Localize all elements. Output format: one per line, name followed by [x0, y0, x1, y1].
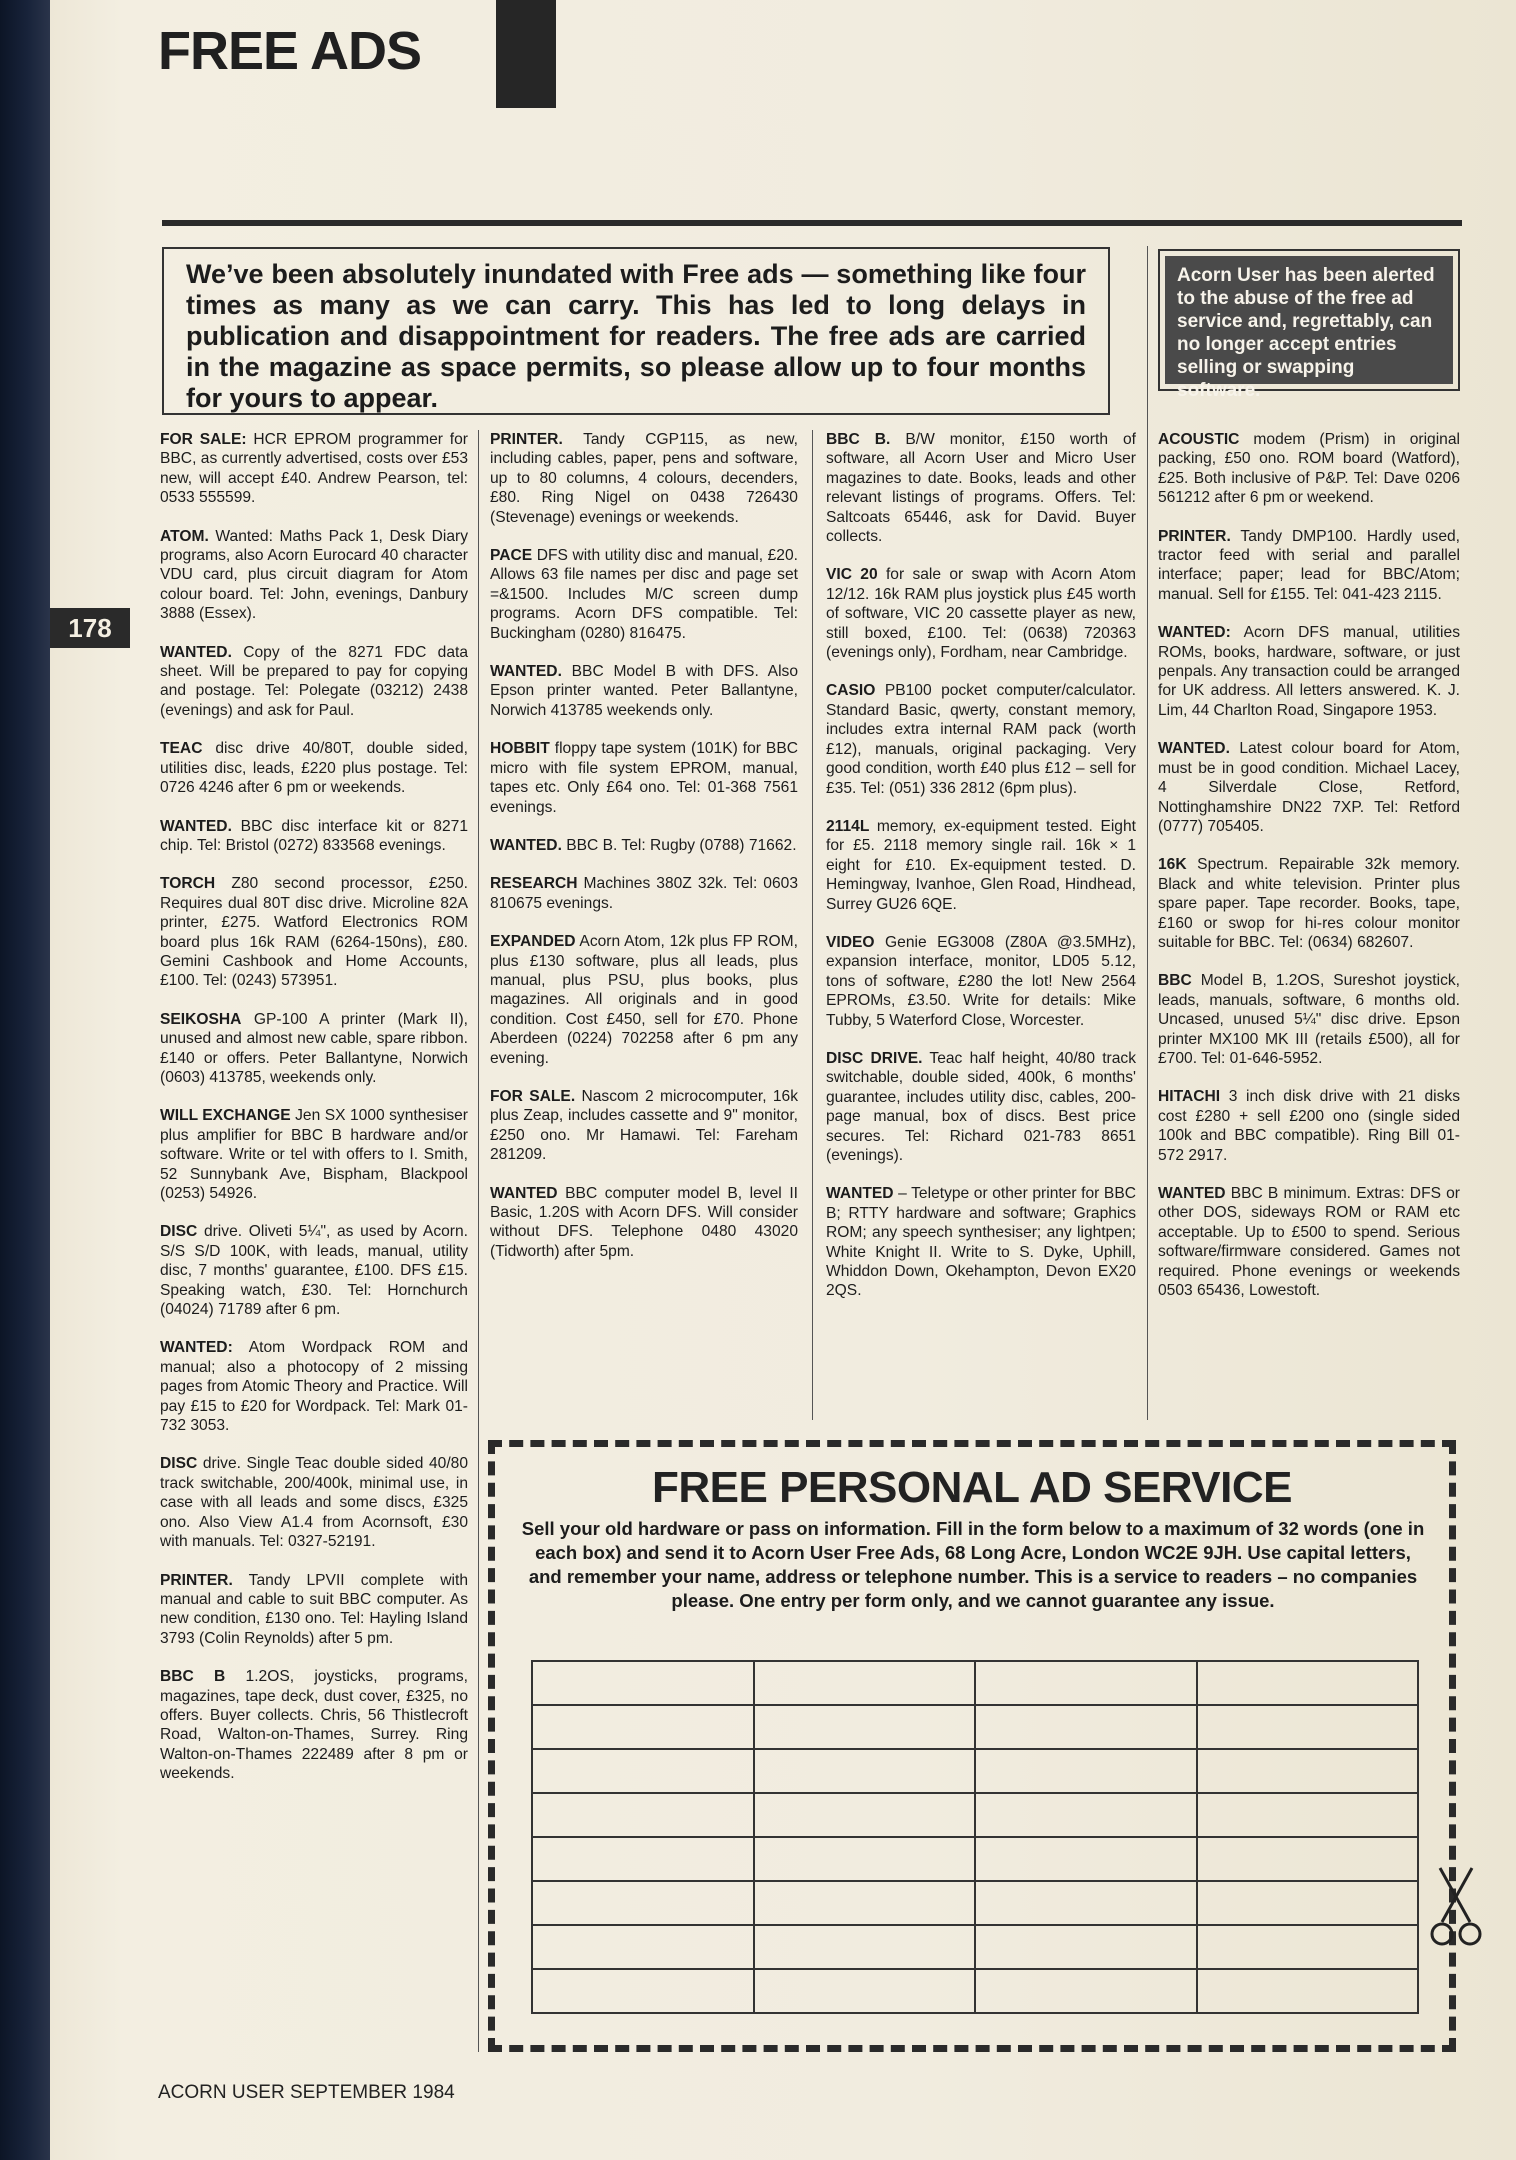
word-box[interactable]	[975, 1837, 1197, 1881]
ad-heading: BBC B.	[826, 431, 891, 448]
word-box[interactable]	[975, 1925, 1197, 1969]
ad-body: GP-100 A printer (Mark II), unused and almost new cable, spare ribbon. £140 or offers. Peter Ballantyne, Norwich (0603) 413785, weekends only.	[160, 1010, 468, 1086]
ad-heading: WANTED	[490, 1184, 558, 1202]
word-box[interactable]	[754, 1705, 976, 1749]
ad-body: Teac half height, 40/80 track switchable, double sided, 400k, 6 months' guarantee, includes utility disc, cables, 200-page manual, box of discs. Best price secures. Tel: Richard 021-783 8651 (evenings).	[826, 1049, 1137, 1164]
grid-row	[532, 1837, 1418, 1881]
word-box[interactable]	[1197, 1793, 1419, 1837]
header-bar	[496, 0, 556, 108]
word-box[interactable]	[532, 1881, 754, 1925]
grid-row	[532, 1925, 1418, 1969]
classified-ad	[1158, 1087, 1460, 1165]
ad-body: modem (Prism) in original packing, £50 ono. ROM board (Watford), £25. Both inclusive of P&P. Tel: Dave 0206 561212 after 6 pm or weekend.	[1158, 431, 1460, 507]
column-divider	[478, 430, 479, 2052]
ad-heading: PRINTER.	[160, 1571, 233, 1589]
ad-body: drive. Single Teac double sided 40/80 track switchable, 200/400k, minimal use, in case with all leads and some discs, £325 ono. Also View A1.4 from Acornsoft, £30 with manuals. Tel: 0327-52191.	[160, 1455, 468, 1551]
classified-ad	[160, 1454, 468, 1551]
ad-heading: HOBBIT	[490, 740, 550, 758]
free-ad-coupon	[488, 1440, 1456, 2052]
ads-column-2	[490, 430, 798, 1280]
ad-heading: VIDEO	[826, 933, 875, 951]
notice-box: We’ve been absolutely inundated with Free ads — something like four times as many as we can carry. This has led to long delays in publication and disappointment for readers. The free ads are carried in the magazine as space permits, so please allow up to four months for yours to appear.	[162, 247, 1110, 415]
page-footer: ACORN USER SEPTEMBER 1984	[158, 2082, 455, 2103]
word-box[interactable]	[1197, 1661, 1419, 1705]
word-box[interactable]	[532, 1705, 754, 1749]
ad-heading: DISC	[160, 1223, 198, 1241]
ad-body: HCR EPROM programmer for BBC, as currently advertised, costs over £53 new, will accept £40. Andrew Pearson, tel: 0533 555599.	[160, 431, 468, 507]
word-entry-grid	[531, 1660, 1419, 2014]
classified-ad	[160, 430, 468, 508]
ad-heading: BBC B	[160, 1668, 226, 1686]
ad-body: Machines 380Z 32k. Tel: 0603 810675 evenings.	[490, 875, 798, 912]
word-box[interactable]	[1197, 1969, 1419, 2013]
classified-ad	[826, 430, 1136, 546]
classified-ad	[160, 739, 468, 797]
ad-heading: FOR SALE.	[490, 1087, 576, 1105]
page-spine	[0, 0, 50, 2160]
ad-heading: SEIKOSHA	[160, 1010, 242, 1028]
ad-heading: DISC DRIVE.	[826, 1049, 923, 1067]
word-box[interactable]	[975, 1881, 1197, 1925]
classified-ad	[1158, 527, 1460, 605]
ad-body: BBC Model B with DFS. Also Epson printer wanted. Peter Ballantyne, Norwich 413785 weekends only.	[490, 663, 798, 719]
word-box[interactable]	[754, 1793, 976, 1837]
word-box[interactable]	[975, 1969, 1197, 2013]
scissors-icon	[1426, 1860, 1486, 1960]
classified-ad	[490, 874, 798, 913]
ad-body: floppy tape system (101K) for BBC micro with file system EPROM, manual, tapes etc. Only £64 ono. Tel: 01-368 7561 evenings.	[490, 740, 798, 816]
classified-ad	[160, 643, 468, 721]
ad-body: Jen SX 1000 synthesiser plus amplifier for BBC B hardware and/or software. Write or tel with offers to I. Smith, 52 Sunnybank Ave, Bispham, Blackpool (0253) 54926.	[160, 1107, 468, 1202]
classified-ad	[826, 681, 1136, 797]
classified-ad	[1158, 971, 1460, 1068]
word-box[interactable]	[754, 1881, 976, 1925]
ad-body: Acorn Atom, 12k plus FP ROM, plus £130 software, plus all leads, plus manual, plus PSU, plus books, plus magazines. All originals and in good condition. Cost £450, sell for £70. Phone Aberdeen (0224) 702258 after 6 pm any evening.	[490, 933, 798, 1067]
ad-heading: 2114L	[826, 817, 870, 835]
ad-heading: PACE	[490, 547, 533, 565]
ad-body: BBC B. Tel: Rugby (0788) 71662.	[561, 836, 797, 854]
classified-ad	[826, 1049, 1136, 1165]
classified-ad	[490, 430, 798, 527]
ad-heading: WANTED:	[160, 1339, 233, 1357]
classified-ad	[1158, 1184, 1460, 1300]
ad-body: for sale or swap with Acorn Atom 12/12. 16k RAM plus joystick plus £45 worth of software, VIC 20 cassette player as new, still boxed, £100. Tel: (0638) 720363 (evenings only), Fordham, near Cambridge.	[826, 566, 1136, 662]
ad-heading: TORCH	[160, 875, 216, 893]
ads-column-4	[1158, 430, 1460, 1319]
classified-ad	[826, 565, 1136, 662]
ad-body: Copy of the 8271 FDC data sheet. Will be prepared to pay for copying and postage. Tel: Polegate (03212) 2438 (evenings) and ask for Paul.	[160, 643, 468, 719]
classified-ad	[826, 817, 1136, 914]
ad-heading: BBC	[1158, 972, 1192, 990]
ad-body: Spectrum. Repairable 32k memory. Black and white television. Printer plus spare paper. Tape recorder. Books, tape, £160 or swop for hi-res colour monitor suitable for BBC. Tel: (0634) 682607.	[1158, 856, 1460, 951]
classified-ad	[826, 1184, 1136, 1300]
word-box[interactable]	[754, 1925, 976, 1969]
grid-row	[532, 1705, 1418, 1749]
word-box[interactable]	[1197, 1749, 1419, 1793]
page-title: FREE ADS	[158, 21, 422, 81]
ad-body: BBC B minimum. Extras: DFS or other DOS, sideways ROM or RAM etc acceptable. Up to £500 to spend. Serious software/firmware considered. Games not required. Phone evenings or weekends 0503 65436, Lowestoft.	[1158, 1185, 1460, 1300]
word-box[interactable]	[754, 1837, 976, 1881]
classified-ad	[490, 1184, 798, 1262]
classified-ad	[160, 1106, 468, 1203]
word-box[interactable]	[1197, 1705, 1419, 1749]
word-box[interactable]	[975, 1661, 1197, 1705]
coupon-title: FREE PERSONAL AD SERVICE	[652, 1463, 1292, 1512]
ad-body: PB100 pocket computer/calculator. Standard Basic, qwerty, constant memory, includes extra internal RAM pack (worth £12), manuals, original packaging. Very good condition, worth £40 plus £12 – sell for £35. Tel: (051) 336 2812 (6pm plus).	[826, 682, 1136, 797]
classified-ad	[160, 527, 468, 624]
classified-ad	[1158, 855, 1460, 952]
ad-heading: CASIO	[826, 682, 876, 700]
word-box[interactable]	[1197, 1881, 1419, 1925]
ad-body: Tandy DMP100. Hardly used, tractor feed with serial and parallel interface; paper; lead for BBC/Atom; manual. Sell for £155. Tel: 041-423 2115.	[1158, 527, 1460, 603]
classified-ad	[160, 874, 468, 990]
alert-text: Acorn User has been alerted to the abuse of the free ad service and, regrettably, can no longer accept entries selling or swapping software.	[1165, 256, 1453, 384]
ad-body: Genie EG3008 (Z80A @3.5MHz), expansion interface, monitor, LD05 5.12, tons of software, £280 the lot! New 2564 EPROMs, £3.50. Write for details: Mike Tubby, 5 Waterford Close, Worcester.	[826, 933, 1136, 1029]
coupon-instructions: Sell your old hardware or pass on information. Fill in the form below to a maximum of 32 words (one in each box) and send it to Acorn User Free Ads, 68 Long Acre, London WC2E 9JH. Use capital letters, and remember your name, address or telephone number. This is a service to readers – no companies please. One entry per form only, and we cannot guarantee any issue.	[521, 1518, 1425, 1611]
word-box[interactable]	[532, 1837, 754, 1881]
ad-body: Tandy LPVII complete with manual and cable to suit BBC computer. As new condition, £130 ono. Tel: Hayling Island 3793 (Colin Reynolds) after 5 pm.	[160, 1571, 468, 1647]
ad-heading: PRINTER.	[1158, 527, 1231, 545]
ad-heading: WANTED	[1158, 1185, 1226, 1202]
ad-heading: HITACHI	[1158, 1088, 1221, 1106]
ad-heading: EXPANDED	[490, 933, 576, 951]
classified-ad	[160, 1667, 468, 1783]
ad-body: Z80 second processor, £250. Requires dual 80T disc drive. Microline 82A printer, £275. Watford Electronics ROM board plus 16k RAM (6264-150ns), £80. Gemini Cashbook and Home Accounts, £100. Tel: (0243) 573951.	[160, 875, 468, 990]
ad-heading: WANTED	[826, 1185, 894, 1203]
word-box[interactable]	[975, 1705, 1197, 1749]
ad-heading: WANTED.	[490, 836, 562, 854]
grid-row	[532, 1749, 1418, 1793]
classified-ad	[1158, 430, 1460, 508]
ad-heading: RESEARCH	[490, 875, 578, 893]
classified-ad	[160, 1222, 468, 1319]
word-box[interactable]	[1197, 1925, 1419, 1969]
word-box[interactable]	[532, 1969, 754, 2013]
ad-body: Wanted: Maths Pack 1, Desk Diary programs, also Acorn Eurocard 40 character VDU card, plus circuit diagram for Atom colour board. Tel: John, evenings, Danbury 3888 (Essex).	[160, 527, 468, 623]
ads-column-3	[826, 430, 1136, 1320]
classified-ad	[826, 933, 1136, 1030]
ad-body: DFS with utility disc and manual, £20. Allows 63 file names per disc and page set =&1500. Includes M/C screen dump programs. Acorn DFS compatible. Tel: Buckingham (0280) 816475.	[490, 547, 798, 642]
word-box[interactable]	[532, 1749, 754, 1793]
ad-body: 3 inch disk drive with 21 disks cost £280 + sell £200 ono (single sided 100k and BBC compatible). Ring Bill 01-572 2917.	[1158, 1088, 1460, 1164]
classified-ad	[160, 817, 468, 856]
word-box[interactable]	[1197, 1837, 1419, 1881]
classified-ad	[1158, 623, 1460, 720]
classified-ad	[490, 546, 798, 643]
ad-heading: WANTED.	[160, 643, 232, 661]
column-divider	[812, 430, 813, 1420]
ad-heading: PRINTER.	[490, 431, 563, 448]
classified-ad	[1158, 739, 1460, 836]
word-box[interactable]	[754, 1661, 976, 1705]
alert-box	[1158, 249, 1460, 401]
ad-body: Acorn DFS manual, utilities ROMs, books, hardware, software, or just penpals. Any transaction could be arranged for UK address. All letters answered. K. J. Lim, 44 Charlton Road, Singapore 1953.	[1158, 624, 1460, 719]
ad-body: drive. Oliveti 5¼", as used by Acorn. S/S S/D 100K, with leads, manual, utility disc, 7 months' guarantee, £100. DFS £15. Speaking watch, £30. Tel: Hornchurch (04024) 71789 after 6 pm.	[160, 1223, 468, 1319]
classified-ad	[490, 662, 798, 720]
ad-body: BBC computer model B, level II Basic, 1.20S with Acorn DFS. Will consider without DFS. Telephone 0480 43020 (Tidworth) after 5pm.	[490, 1184, 798, 1260]
classified-ad	[490, 836, 798, 855]
ad-body: 1.2OS, joysticks, programs, magazines, tape deck, dust cover, £325, no offers. Buyer collects. Chris, 56 Thistlecroft Road, Walton-on-Thames, Surrey. Ring Walton-on-Thames 222489 after 8 pm or weekends.	[160, 1668, 468, 1783]
classified-ad	[490, 1087, 798, 1165]
ad-body: disc drive 40/80T, double sided, utilities disc, leads, £220 plus postage. Tel: 0726 4246 after 6 pm or weekends.	[160, 740, 468, 797]
ad-heading: TEAC	[160, 740, 203, 758]
classified-ad	[160, 1010, 468, 1088]
classified-ad	[490, 739, 798, 817]
ad-heading: DISC	[160, 1455, 198, 1473]
grid-row	[532, 1793, 1418, 1837]
ad-heading: 16K	[1158, 856, 1187, 874]
page-number: 178	[50, 608, 130, 648]
ad-body: Atom Wordpack ROM and manual; also a photocopy of 2 missing pages from Atomic Theory and Practice. Will pay £15 to £20 for Wordpack. Tel: Mark 01-732 3053.	[160, 1339, 468, 1435]
ad-heading: WILL EXCHANGE	[160, 1107, 291, 1125]
header-rule	[162, 220, 1462, 226]
ad-heading: VIC 20	[826, 566, 878, 584]
word-box[interactable]	[975, 1749, 1197, 1793]
ad-body: BBC disc interface kit or 8271 chip. Tel: Bristol (0272) 833568 evenings.	[160, 817, 468, 854]
ad-body: B/W monitor, £150 worth of software, all Acorn User and Micro User magazines to date. Books, leads and other relevant listings of programs. Offers. Tel: Saltcoats 65446, ask for David. Buyer collects.	[826, 431, 1136, 546]
grid-row	[532, 1661, 1418, 1705]
ad-body: Nascom 2 microcomputer, 16k plus Zeap, includes cassette and 9" monitor, £250 ono. Mr Hamawi. Tel: Fareham 281209.	[490, 1087, 798, 1164]
ad-heading: ATOM.	[160, 527, 209, 545]
ad-heading: WANTED.	[1158, 740, 1230, 758]
ad-body: – Teletype or other printer for BBC B; RTTY hardware and software; Graphics ROM; any speech synthesiser; any lightpen; White Knight II. Write to S. Dyke, Uphill, Whiddon Down, Okehampton, Devon EX20 2QS.	[826, 1185, 1136, 1300]
ad-heading: WANTED:	[1158, 624, 1231, 642]
ad-body: memory, ex-equipment tested. Eight for £5. 2118 memory single rail. 16k × 1 eight for £10. Ex-equipment tested. D. Hemingway, Ivanhoe, Glen Road, Hindhead, Surrey GU26 6QE.	[826, 817, 1136, 913]
ads-column-1	[160, 430, 468, 1803]
ad-body: Latest colour board for Atom, must be in good condition. Michael Lacey, 4 Silverdale Close, Retford, Nottinghamshire DN22 7XP. Tel: Retford (0777) 705405.	[1158, 740, 1460, 835]
ad-body: Tandy CGP115, as new, including cables, paper, pens and software, up to 80 columns, 4 colours, decenders, £80. Ring Nigel on 0438 726430 (Stevenage) evenings or weekends.	[490, 431, 798, 526]
classified-ad	[160, 1571, 468, 1649]
ad-body: Model B, 1.2OS, Sureshot joystick, leads, manuals, software, 6 months old. Uncased, unused 5¼" disc drive. Epson printer MX100 MK III (retails £500), all for £700. Tel: 01-646-5952.	[1158, 972, 1460, 1067]
classified-ad	[490, 932, 798, 1068]
ad-heading: WANTED.	[490, 663, 562, 681]
column-divider	[1147, 246, 1148, 1420]
grid-row	[532, 1881, 1418, 1925]
word-box[interactable]	[532, 1661, 754, 1705]
classified-ad	[160, 1338, 468, 1435]
word-box[interactable]	[532, 1925, 754, 1969]
ad-heading: ACOUSTIC	[1158, 431, 1240, 448]
word-box[interactable]	[754, 1969, 976, 2013]
word-box[interactable]	[975, 1793, 1197, 1837]
ad-heading: FOR SALE:	[160, 431, 247, 448]
word-box[interactable]	[754, 1749, 976, 1793]
ad-heading: WANTED.	[160, 817, 232, 835]
word-box[interactable]	[532, 1793, 754, 1837]
grid-row	[532, 1969, 1418, 2013]
